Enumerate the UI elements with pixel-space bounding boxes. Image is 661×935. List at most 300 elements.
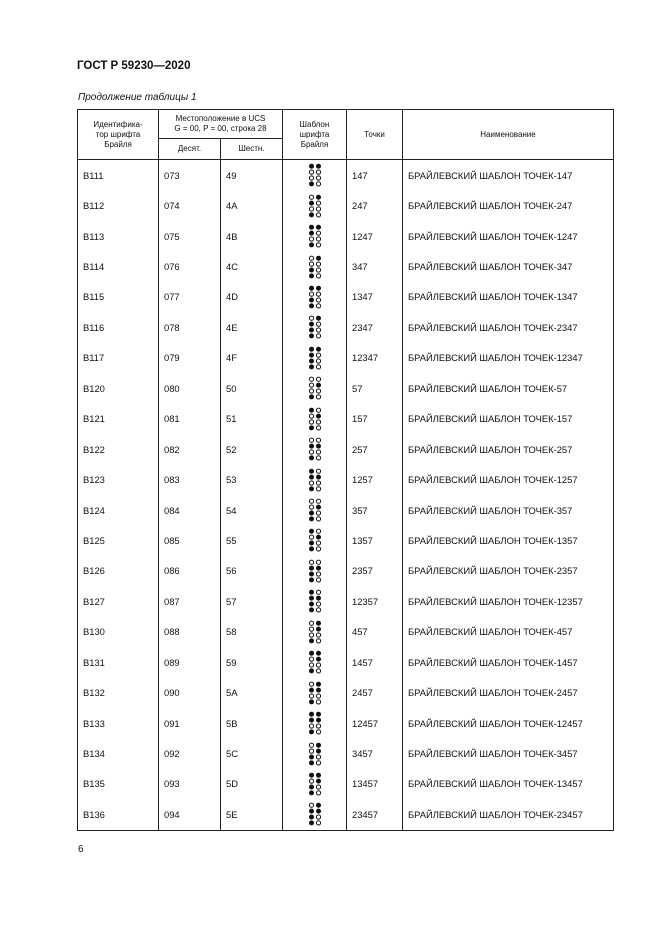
braille-dot-empty (316, 669, 320, 673)
cell-hex: 4E (221, 312, 283, 342)
cell-dots: 2457 (347, 677, 403, 707)
cell-hex: 52 (221, 434, 283, 464)
braille-dot-empty (309, 317, 313, 321)
cell-dots: 13457 (347, 769, 403, 799)
braille-dot-filled (309, 651, 314, 656)
braille-dot-filled (309, 809, 314, 814)
cell-braille-pattern (283, 586, 347, 616)
cell-braille-pattern (283, 343, 347, 373)
braille-dot-filled (316, 474, 321, 479)
braille-dot-empty (316, 639, 320, 643)
braille-dot-empty (309, 207, 313, 211)
braille-dot-filled (309, 669, 314, 674)
braille-dot-empty (309, 627, 313, 631)
braille-pattern-icon (308, 711, 322, 735)
cell-braille-id: B134 (78, 738, 159, 768)
cell-braille-pattern (283, 525, 347, 555)
braille-dot-empty (316, 201, 320, 205)
cell-hex: 55 (221, 525, 283, 555)
cell-name: БРАЙЛЕВСКИЙ ШАБЛОН ТОЧЕК-1257 (403, 464, 614, 494)
header-ucs-location: Местоположение в UCS G = 00, P = 00, строка 28 (159, 110, 283, 139)
cell-name: БРАЙЛЕВСКИЙ ШАБЛОН ТОЧЕК-3457 (403, 738, 614, 768)
table-row (78, 251, 614, 281)
braille-dot-empty (309, 804, 313, 808)
braille-dot-empty (309, 414, 313, 418)
table-row (78, 556, 614, 586)
braille-dot-empty (316, 633, 320, 637)
table-row (78, 221, 614, 251)
braille-dot-filled (309, 815, 314, 820)
cell-braille-pattern (283, 738, 347, 768)
cell-dots: 23457 (347, 799, 403, 830)
table-row (78, 525, 614, 555)
braille-dot-filled (309, 242, 314, 247)
braille-dot-filled (309, 395, 314, 400)
table-row (78, 190, 614, 220)
cell-dots: 357 (347, 495, 403, 525)
braille-dot-empty (316, 456, 320, 460)
cell-name: БРАЙЛЕВСКИЙ ШАБЛОН ТОЧЕК-2347 (403, 312, 614, 342)
braille-dot-filled (309, 529, 314, 534)
cell-hex: 56 (221, 556, 283, 586)
braille-dot-filled (309, 566, 314, 571)
braille-dot-filled (309, 596, 314, 601)
braille-dot-filled (316, 316, 321, 321)
braille-dot-empty (316, 438, 320, 442)
braille-dot-empty (309, 682, 313, 686)
braille-dot-empty (316, 237, 320, 241)
braille-dot-empty (316, 486, 320, 490)
cell-name: БРАЙЛЕВСКИЙ ШАБЛОН ТОЧЕК-2357 (403, 556, 614, 586)
braille-dot-filled (309, 334, 314, 339)
cell-hex: 5B (221, 708, 283, 738)
cell-braille-id: B126 (78, 556, 159, 586)
braille-dot-filled (309, 577, 314, 582)
cell-braille-pattern (283, 312, 347, 342)
braille-pattern-icon (308, 376, 322, 400)
table-row (78, 586, 614, 616)
cell-hex: 51 (221, 404, 283, 434)
cell-hex: 4C (221, 251, 283, 281)
braille-dot-empty (316, 699, 320, 703)
cell-braille-id: B115 (78, 282, 159, 312)
braille-dot-filled (309, 225, 314, 230)
braille-dot-filled (316, 712, 321, 717)
braille-dot-empty (309, 176, 313, 180)
braille-dot-filled (309, 303, 314, 308)
braille-pattern-icon (308, 285, 322, 309)
cell-decimal: 092 (159, 738, 221, 768)
braille-dot-empty (309, 256, 313, 260)
cell-dots: 2357 (347, 556, 403, 586)
cell-decimal: 088 (159, 617, 221, 647)
braille-dot-filled (309, 687, 314, 692)
braille-dot-empty (316, 365, 320, 369)
braille-table (77, 109, 614, 831)
cell-name: БРАЙЛЕВСКИЙ ШАБЛОН ТОЧЕК-347 (403, 251, 614, 281)
braille-dot-filled (309, 699, 314, 704)
braille-dot-filled (309, 231, 314, 236)
braille-dot-empty (316, 511, 320, 515)
table-row (78, 647, 614, 677)
cell-decimal: 075 (159, 221, 221, 251)
braille-dot-empty (316, 578, 320, 582)
braille-dot-filled (316, 286, 321, 291)
cell-decimal: 091 (159, 708, 221, 738)
braille-dot-empty (316, 724, 320, 728)
cell-dots: 12357 (347, 586, 403, 616)
cell-name: БРАЙЛЕВСКИЙ ШАБЛОН ТОЧЕК-57 (403, 373, 614, 403)
cell-decimal: 083 (159, 464, 221, 494)
braille-dot-empty (316, 176, 320, 180)
braille-dot-filled (309, 516, 314, 521)
cell-dots: 457 (347, 617, 403, 647)
braille-dot-empty (316, 267, 320, 271)
braille-dot-filled (309, 784, 314, 789)
braille-dot-filled (309, 511, 314, 516)
braille-dot-filled (316, 347, 321, 352)
cell-decimal: 082 (159, 434, 221, 464)
braille-dot-empty (316, 243, 320, 247)
table-row (78, 738, 614, 768)
cell-name: БРАЙЛЕВСКИЙ ШАБЛОН ТОЧЕК-1347 (403, 282, 614, 312)
cell-name: БРАЙЛЕВСКИЙ ШАБЛОН ТОЧЕК-12357 (403, 586, 614, 616)
braille-dot-empty (316, 754, 320, 758)
braille-pattern-icon (308, 498, 322, 522)
braille-dot-filled (309, 718, 314, 723)
braille-dot-empty (316, 590, 320, 594)
cell-decimal: 087 (159, 586, 221, 616)
braille-dot-empty (309, 480, 313, 484)
braille-dot-empty (316, 182, 320, 186)
braille-dot-filled (316, 413, 321, 418)
braille-dot-filled (309, 364, 314, 369)
cell-name: БРАЙЛЕВСКИЙ ШАБЛОН ТОЧЕК-2457 (403, 677, 614, 707)
braille-dot-filled (309, 444, 314, 449)
cell-name: БРАЙЛЕВСКИЙ ШАБЛОН ТОЧЕК-13457 (403, 769, 614, 799)
braille-dot-filled (316, 164, 321, 169)
cell-dots: 1247 (347, 221, 403, 251)
braille-dot-filled (316, 255, 321, 260)
braille-dot-filled (309, 322, 314, 327)
braille-dot-empty (309, 383, 313, 387)
cell-braille-pattern (283, 190, 347, 220)
table-row (78, 799, 614, 830)
cell-hex: 58 (221, 617, 283, 647)
braille-dot-empty (316, 499, 320, 503)
braille-dot-empty (316, 170, 320, 174)
braille-dot-filled (309, 352, 314, 357)
braille-pattern-icon (308, 224, 322, 248)
cell-name: БРАЙЛЕВСКИЙ ШАБЛОН ТОЧЕК-457 (403, 617, 614, 647)
table-row (78, 160, 614, 191)
cell-name: БРАЙЛЕВСКИЙ ШАБЛОН ТОЧЕК-257 (403, 434, 614, 464)
braille-dot-empty (309, 262, 313, 266)
table-body (78, 160, 614, 831)
cell-braille-pattern (283, 708, 347, 738)
braille-dot-filled (309, 729, 314, 734)
header-braille-pattern: Шаблон шрифта Брайля (283, 110, 347, 160)
cell-braille-pattern (283, 434, 347, 464)
braille-pattern-icon (308, 315, 322, 339)
cell-braille-id: B125 (78, 525, 159, 555)
cell-braille-pattern (283, 647, 347, 677)
braille-dot-filled (316, 803, 321, 808)
table-row (78, 708, 614, 738)
cell-braille-pattern (283, 495, 347, 525)
braille-pattern-icon (308, 163, 322, 187)
table-row (78, 769, 614, 799)
cell-hex: 49 (221, 160, 283, 191)
cell-name: БРАЙЛЕВСКИЙ ШАБЛОН ТОЧЕК-12457 (403, 708, 614, 738)
braille-dot-empty (309, 535, 313, 539)
cell-decimal: 084 (159, 495, 221, 525)
braille-pattern-icon (308, 194, 322, 218)
cell-braille-id: B111 (78, 160, 159, 191)
braille-dot-empty (316, 377, 320, 381)
cell-braille-pattern (283, 404, 347, 434)
braille-pattern-icon (308, 772, 322, 796)
braille-dot-empty (316, 420, 320, 424)
cell-braille-id: B132 (78, 677, 159, 707)
braille-dot-empty (316, 298, 320, 302)
braille-dot-empty (309, 237, 313, 241)
cell-name: БРАЙЛЕВСКИЙ ШАБЛОН ТОЧЕК-147 (403, 160, 614, 191)
table-row (78, 282, 614, 312)
cell-braille-pattern (283, 282, 347, 312)
braille-dot-filled (309, 407, 314, 412)
braille-dot-filled (309, 760, 314, 765)
cell-hex: 4D (221, 282, 283, 312)
braille-dot-empty (309, 420, 313, 424)
braille-dot-empty (316, 207, 320, 211)
braille-dot-empty (316, 262, 320, 266)
braille-dot-filled (309, 590, 314, 595)
cell-decimal: 073 (159, 160, 221, 191)
cell-braille-pattern (283, 464, 347, 494)
table-row (78, 373, 614, 403)
table-row (78, 404, 614, 434)
braille-dot-empty (316, 530, 320, 534)
cell-braille-pattern (283, 221, 347, 251)
braille-dot-filled (316, 687, 321, 692)
braille-dot-filled (309, 212, 314, 217)
braille-dot-filled (309, 347, 314, 352)
cell-hex: 4F (221, 343, 283, 373)
header-decimal: Десят. (159, 139, 221, 160)
cell-hex: 59 (221, 647, 283, 677)
cell-name: БРАЙЛЕВСКИЙ ШАБЛОН ТОЧЕК-1247 (403, 221, 614, 251)
braille-dot-empty (309, 499, 313, 503)
cell-braille-id: B133 (78, 708, 159, 738)
braille-dot-filled (309, 638, 314, 643)
cell-braille-id: B122 (78, 434, 159, 464)
cell-dots: 247 (347, 190, 403, 220)
braille-dot-filled (309, 286, 314, 291)
braille-dot-empty (316, 547, 320, 551)
braille-dot-empty (316, 602, 320, 606)
cell-decimal: 090 (159, 677, 221, 707)
braille-dot-empty (316, 785, 320, 789)
cell-braille-id: B127 (78, 586, 159, 616)
braille-dot-empty (309, 694, 313, 698)
cell-dots: 2347 (347, 312, 403, 342)
cell-decimal: 085 (159, 525, 221, 555)
cell-braille-id: B123 (78, 464, 159, 494)
braille-dot-empty (316, 450, 320, 454)
cell-braille-id: B116 (78, 312, 159, 342)
cell-name: БРАЙЛЕВСКИЙ ШАБЛОН ТОЧЕК-1357 (403, 525, 614, 555)
braille-dot-filled (316, 779, 321, 784)
braille-dot-empty (309, 170, 313, 174)
braille-dot-empty (316, 791, 320, 795)
braille-pattern-icon (308, 589, 322, 613)
cell-hex: 50 (221, 373, 283, 403)
cell-braille-pattern (283, 556, 347, 586)
cell-name: БРАЙЛЕВСКИЙ ШАБЛОН ТОЧЕК-12347 (403, 343, 614, 373)
braille-dot-empty (316, 480, 320, 484)
braille-dot-empty (316, 469, 320, 473)
table-row (78, 312, 614, 342)
header-dots: Точки (347, 110, 403, 160)
cell-braille-id: B136 (78, 799, 159, 830)
braille-dot-filled (316, 505, 321, 510)
document-title: ГОСТ Р 59230—2020 (77, 60, 191, 72)
braille-dot-empty (309, 749, 313, 753)
braille-dot-filled (316, 535, 321, 540)
cell-decimal: 077 (159, 282, 221, 312)
braille-pattern-icon (308, 346, 322, 370)
braille-dot-filled (309, 182, 314, 187)
cell-hex: 54 (221, 495, 283, 525)
braille-dot-empty (316, 760, 320, 764)
braille-dot-empty (316, 359, 320, 363)
braille-dot-empty (316, 572, 320, 576)
braille-dot-empty (309, 560, 313, 564)
braille-dot-filled (316, 742, 321, 747)
braille-dot-filled (309, 602, 314, 607)
cell-decimal: 078 (159, 312, 221, 342)
braille-pattern-icon (308, 468, 322, 492)
cell-braille-pattern (283, 769, 347, 799)
cell-decimal: 079 (159, 343, 221, 373)
cell-braille-id: B130 (78, 617, 159, 647)
braille-dot-filled (309, 571, 314, 576)
cell-braille-id: B121 (78, 404, 159, 434)
braille-dot-empty (316, 304, 320, 308)
cell-dots: 147 (347, 160, 403, 191)
table-header (78, 110, 614, 160)
braille-dot-filled (316, 773, 321, 778)
header-hex: Шестн. (221, 139, 283, 160)
braille-dot-filled (316, 620, 321, 625)
braille-dot-empty (316, 694, 320, 698)
braille-dot-filled (309, 608, 314, 613)
cell-decimal: 074 (159, 190, 221, 220)
table-row (78, 434, 614, 464)
cell-braille-id: B135 (78, 769, 159, 799)
braille-dot-filled (309, 547, 314, 552)
braille-dot-empty (316, 408, 320, 412)
braille-pattern-icon (308, 437, 322, 461)
braille-dot-empty (309, 663, 313, 667)
braille-dot-empty (309, 633, 313, 637)
braille-dot-filled (316, 657, 321, 662)
braille-dot-filled (316, 383, 321, 388)
braille-pattern-icon (308, 742, 322, 766)
braille-dot-filled (309, 541, 314, 546)
braille-dot-filled (309, 468, 314, 473)
cell-braille-pattern (283, 799, 347, 830)
braille-dot-empty (316, 426, 320, 430)
table-caption: Продолжение таблицы 1 (78, 92, 197, 103)
cell-hex: 53 (221, 464, 283, 494)
braille-dot-filled (316, 748, 321, 753)
cell-dots: 157 (347, 404, 403, 434)
cell-dots: 1457 (347, 647, 403, 677)
braille-dot-empty (316, 541, 320, 545)
cell-braille-pattern (283, 373, 347, 403)
braille-dot-empty (316, 328, 320, 332)
cell-hex: 5E (221, 799, 283, 830)
braille-pattern-icon (308, 650, 322, 674)
braille-dot-empty (309, 195, 313, 199)
cell-name: БРАЙЛЕВСКИЙ ШАБЛОН ТОЧЕК-1457 (403, 647, 614, 677)
braille-dot-filled (309, 486, 314, 491)
cell-name: БРАЙЛЕВСКИЙ ШАБЛОН ТОЧЕК-157 (403, 404, 614, 434)
cell-braille-pattern (283, 160, 347, 191)
cell-braille-id: B131 (78, 647, 159, 677)
cell-braille-pattern (283, 617, 347, 647)
header-braille-id: Идентифика- тор шрифта Брайля (78, 110, 159, 160)
cell-hex: 5D (221, 769, 283, 799)
braille-dot-empty (316, 334, 320, 338)
cell-braille-id: B117 (78, 343, 159, 373)
braille-dot-filled (309, 773, 314, 778)
cell-hex: 4A (221, 190, 283, 220)
cell-decimal: 094 (159, 799, 221, 830)
braille-dot-empty (309, 292, 313, 296)
braille-pattern-icon (308, 255, 322, 279)
cell-decimal: 086 (159, 556, 221, 586)
braille-dot-empty (316, 395, 320, 399)
cell-decimal: 093 (159, 769, 221, 799)
braille-dot-filled (316, 809, 321, 814)
braille-dot-filled (309, 328, 314, 333)
braille-dot-empty (309, 657, 313, 661)
cell-braille-id: B114 (78, 251, 159, 281)
braille-dot-empty (309, 389, 313, 393)
braille-dot-filled (316, 651, 321, 656)
braille-dot-empty (309, 438, 313, 442)
cell-braille-id: B124 (78, 495, 159, 525)
braille-dot-empty (316, 322, 320, 326)
braille-pattern-icon (308, 559, 322, 583)
braille-dot-filled (316, 194, 321, 199)
braille-dot-filled (309, 790, 314, 795)
braille-dot-empty (316, 292, 320, 296)
braille-dot-filled (309, 456, 314, 461)
braille-pattern-icon (308, 620, 322, 644)
page-number: 6 (78, 844, 84, 855)
braille-pattern-icon (308, 407, 322, 431)
braille-dot-filled (316, 225, 321, 230)
braille-dot-filled (309, 297, 314, 302)
braille-dot-empty (316, 815, 320, 819)
braille-dot-filled (316, 444, 321, 449)
cell-name: БРАЙЛЕВСКИЙ ШАБЛОН ТОЧЕК-23457 (403, 799, 614, 830)
cell-braille-id: B112 (78, 190, 159, 220)
